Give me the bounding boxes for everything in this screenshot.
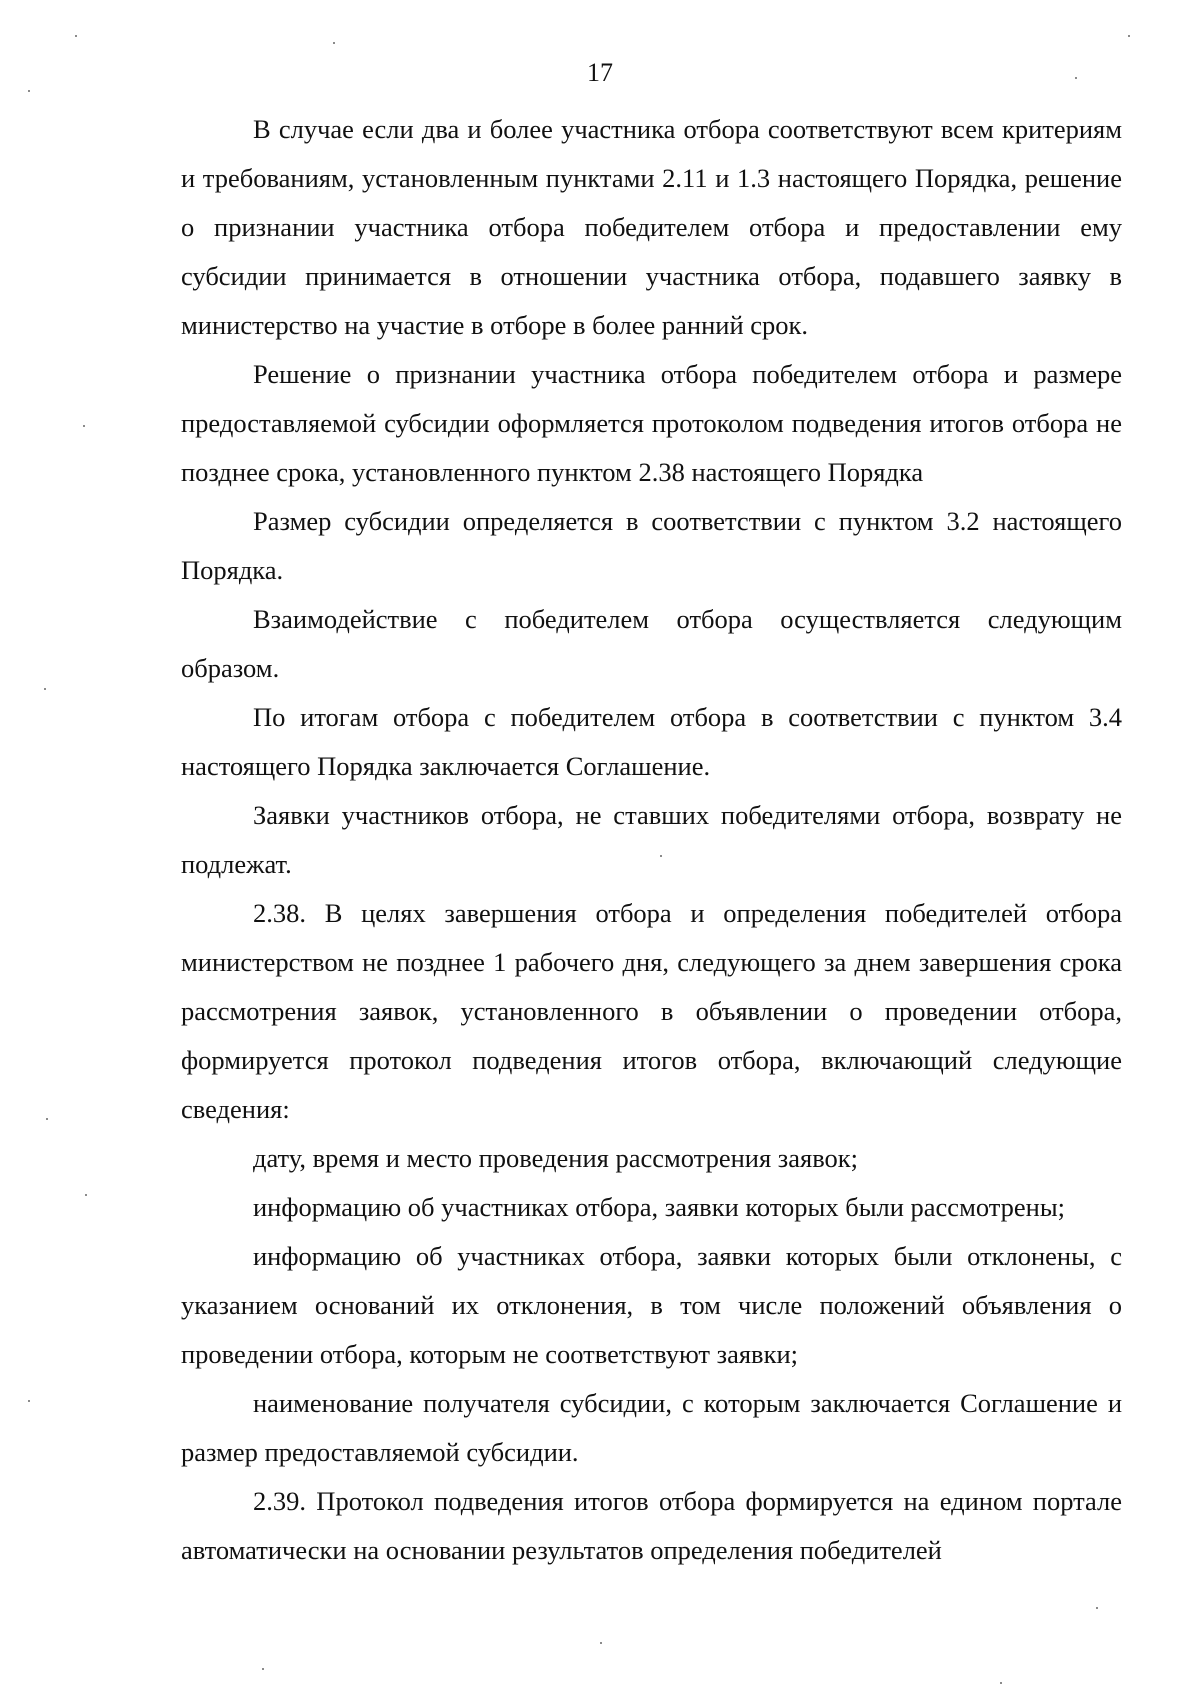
paragraph-agreement: По итогам отбора с победителем отбора в соответствии с пунктом 3.4 настоящего Порядка заключается Соглашение. xyxy=(181,702,1122,781)
scan-speck xyxy=(85,1194,87,1196)
scan-speck xyxy=(83,425,85,427)
scan-speck xyxy=(660,855,662,857)
paragraph-interaction: Взаимодействие с победителем отбора осуществляется следующим образом. xyxy=(181,604,1122,683)
scan-speck xyxy=(333,42,335,44)
scan-speck xyxy=(28,1400,30,1402)
paragraph-2-39: 2.39. Протокол подведения итогов отбора формируется на едином портале автоматически на основании результатов определения победителей xyxy=(181,1486,1122,1565)
scan-speck xyxy=(1075,77,1077,79)
scan-speck xyxy=(1000,1682,1002,1684)
list-item-recipient-name: наименование получателя субсидии, с которым заключается Соглашение и размер предоставляемой субсидии. xyxy=(181,1388,1122,1467)
document-body xyxy=(181,105,1122,1575)
paragraph-subsidy-size: Размер субсидии определяется в соответствии с пунктом 3.2 настоящего Порядка. xyxy=(181,506,1122,585)
scan-speck xyxy=(600,1642,602,1644)
paragraph-no-return: Заявки участников отбора, не ставших победителями отбора, возврату не подлежат. xyxy=(181,800,1122,879)
scan-speck xyxy=(44,688,46,690)
scan-speck xyxy=(1128,35,1130,37)
page-number: 17 xyxy=(587,58,613,87)
list-item-date-time-place: дату, время и место проведения рассмотрения заявок; xyxy=(253,1143,859,1173)
paragraph-2-38: 2.38. В целях завершения отбора и определения победителей отбора министерством не позднее 1 рабочего дня, следующего за днем завершения срока рассмотрения заявок, установленного в объявлении о проведении отбора, формируется протокол подведения итогов отбора, включающий следующие сведения: xyxy=(181,898,1122,1124)
scan-speck xyxy=(75,35,77,37)
list-item-rejected-participants: информацию об участниках отбора, заявки которых были отклонены, с указанием оснований их отклонения, в том числе положений объявления о проведении отбора, которым не соответствуют заявки; xyxy=(181,1241,1122,1369)
scan-speck xyxy=(1096,1607,1098,1609)
scan-speck xyxy=(46,1118,48,1120)
scan-speck xyxy=(262,1668,264,1670)
paragraph-tie-rule: В случае если два и более участника отбора соответствуют всем критериям и требованиям, установленным пунктами 2.11 и 1.3 настоящего Порядка, решение о признании участника отбора победителем отбора и предоставлении ему субсидии принимается в отношении участника отбора, подавшего заявку в министерство на участие в отборе в более ранний срок. xyxy=(181,114,1122,340)
scan-speck xyxy=(28,90,30,92)
paragraph-winner-decision: Решение о признании участника отбора победителем отбора и размере предоставляемой субсидии оформляется протоколом подведения итогов отбора не позднее срока, установленного пунктом 2.38 настоящего Порядка xyxy=(181,359,1122,487)
list-item-reviewed-participants: информацию об участниках отбора, заявки которых были рассмотрены; xyxy=(253,1192,1066,1222)
